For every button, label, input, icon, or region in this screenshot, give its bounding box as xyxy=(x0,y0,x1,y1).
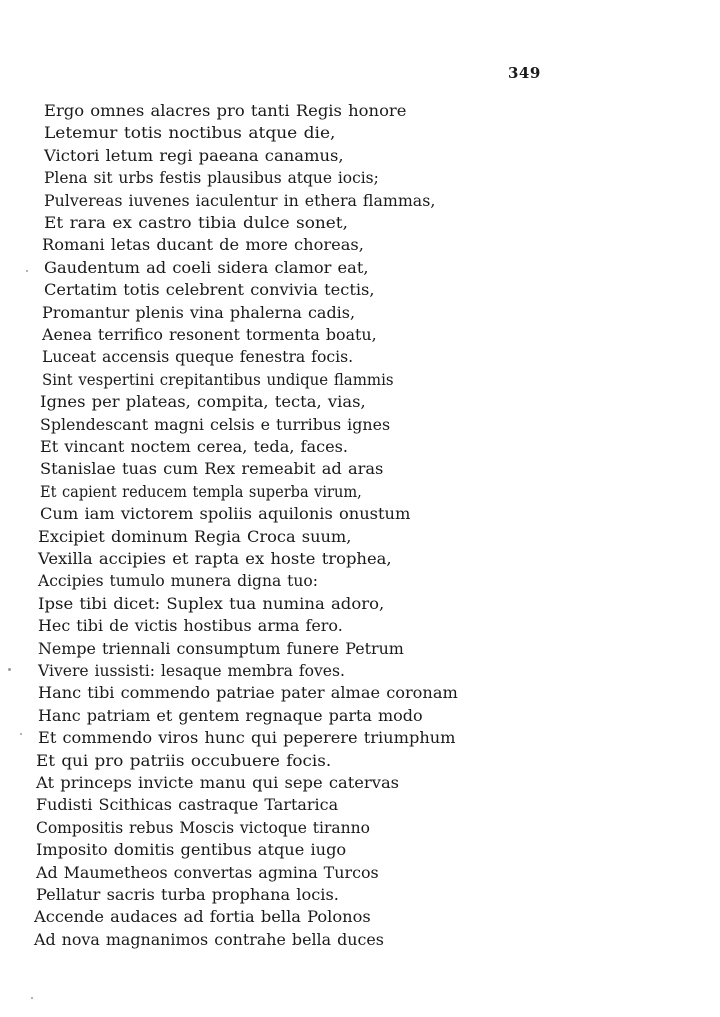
verse-line: Certatim totis celebrent convivia tectis, xyxy=(44,280,375,300)
verse-line: Excipiet dominum Regia Croca suum, xyxy=(38,526,352,546)
verse-line: Pulvereas iuvenes iaculentur in ethera flammas, xyxy=(44,190,436,210)
verse-line: Et commendo viros hunc qui peperere triumphum xyxy=(38,728,456,748)
verse-line: Et qui pro patriis occubuere focis. xyxy=(36,750,332,770)
verse-line: Promantur plenis vina phalerna cadis, xyxy=(42,302,356,322)
verse-line: Et capient reducem templa superba virum, xyxy=(40,481,362,501)
verse-line: Sint vespertini crepitantibus undique flammis xyxy=(42,369,394,389)
verse-line: Vexilla accipies et rapta ex hoste trophea, xyxy=(38,549,392,568)
verse-line: Vivere iussisti: lesaque membra foves. xyxy=(38,661,345,680)
verse-line: Imposito domitis gentibus atque iugo xyxy=(36,840,347,860)
verse-line: Hanc patriam et gentem regnaque parta modo xyxy=(38,705,423,725)
verse-line: Accende audaces ad fortia bella Polonos xyxy=(34,907,371,927)
verse-line: Et vincant noctem cerea, teda, faces. xyxy=(40,437,349,456)
verse-line: Letemur totis noctibus atque die, xyxy=(44,123,336,143)
verse-line: Pellatur sacris turba prophana locis. xyxy=(36,885,339,904)
verse-line: Nempe triennali consumptum funere Petrum xyxy=(38,638,404,658)
verse-line: Stanislae tuas cum Rex remeabit ad aras xyxy=(40,459,384,479)
verse-line: Ipse tibi dicet: Suplex tua numina adoro, xyxy=(38,593,385,613)
verse-line: Plena sit urbs festis plausibus atque iocis; xyxy=(44,168,379,188)
verse-line: Compositis rebus Moscis victoque tiranno xyxy=(36,817,370,837)
verse-line: Luceat accensis queque fenestra focis. xyxy=(42,347,354,367)
verse-line: At princeps invicte manu qui sepe catervas xyxy=(36,773,400,792)
page-number: 349 xyxy=(508,64,541,82)
verse-line: Splendescant magni celsis e turribus ignes xyxy=(40,414,391,434)
verse-line: Ad nova magnanimos contrahe bella duces xyxy=(34,929,384,949)
margin-speck xyxy=(8,668,11,671)
verse-line: Victori letum regi paeana canamus, xyxy=(44,145,344,165)
verse-line: Cum iam victorem spoliis aquilonis onustum xyxy=(40,504,411,524)
margin-speck xyxy=(26,270,28,272)
margin-speck xyxy=(31,997,33,999)
verse-line: Romani letas ducant de more choreas, xyxy=(42,235,364,255)
verse-line: Fudisti Scithicas castraque Tartarica xyxy=(36,795,339,815)
verse-line: Aenea terrifico resonent tormenta boatu, xyxy=(42,325,377,344)
verse-line: Gaudentum ad coeli sidera clamor eat, xyxy=(44,257,369,277)
verse-line: Ignes per plateas, compita, tecta, vias, xyxy=(40,392,366,412)
verse-line: Hec tibi de victis hostibus arma fero. xyxy=(38,616,343,636)
verse-line: Ad Maumetheos convertas agmina Turcos xyxy=(36,862,379,882)
margin-speck xyxy=(20,733,22,735)
verse-line: Accipies tumulo munera digna tuo: xyxy=(38,571,318,591)
verse-line: Hanc tibi commendo patriae pater almae coronam xyxy=(38,683,458,703)
verse-line: Et rara ex castro tibia dulce sonet, xyxy=(44,213,348,232)
verse-line: Ergo omnes alacres pro tanti Regis honore xyxy=(44,101,407,120)
